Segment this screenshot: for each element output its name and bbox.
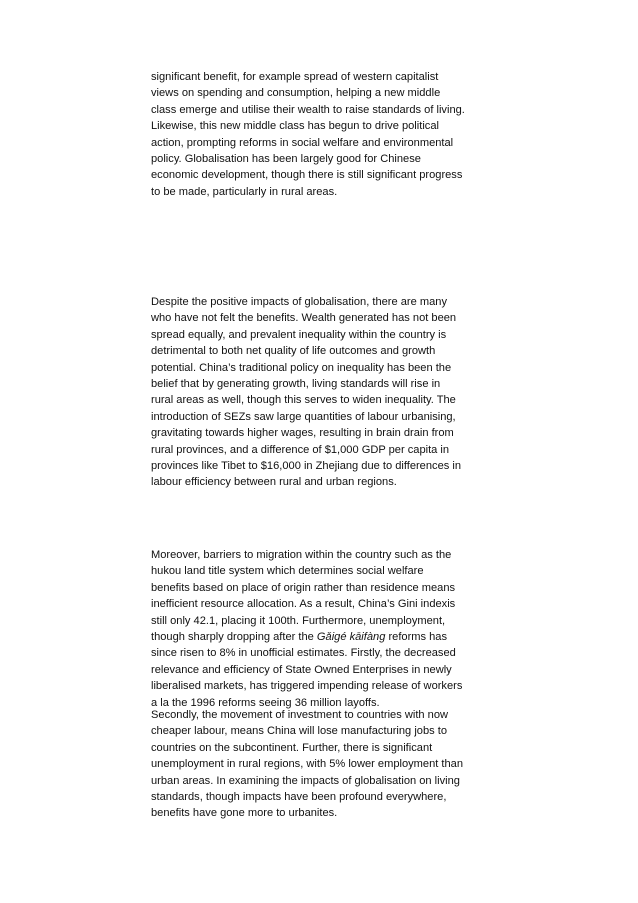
text-line: rural areas as well, though this serves to widen inequality. The [151,394,456,407]
text-line: unemployment in rural regions, with 5% lower employment than [151,758,464,771]
text-line: liberalised markets, has triggered impending release of workers [151,680,463,693]
text-line: hukou land title system which determines social welfare [151,565,424,578]
text-line: inefficient resource allocation. As a result, China’s Gini indexis [151,598,456,611]
paragraph-investment-movement [151,707,496,822]
text-line: urban areas. In examining the impacts of globalisation on living [151,774,460,787]
text-line: benefits based on place of origin rather than residence means [151,581,456,594]
text-line: introduction of SEZs saw large quantities of labour urbanising, [151,410,456,423]
text-line-with-italic [151,629,496,645]
text-line: benefits have gone more to urbanites. [151,807,338,820]
text-line: still only 42.1, placing it 100th. Furthermore, unemployment, [151,614,446,627]
text-line: countries on the subcontinent. Further, there is significant [151,741,433,754]
text-line: belief that by generating growth, living standards will rise in [151,378,441,391]
paragraph-globalisation-benefits [151,69,496,200]
text-line: cheaper labour, means China will lose manufacturing jobs to [151,725,447,738]
text-line: provinces like Tibet to $16,000 in Zhejiang due to differences in [151,460,462,473]
text-line: policy. Globalisation has been largely good for Chinese [151,153,421,166]
text-line: Despite the positive impacts of globalisation, there are many [151,296,447,308]
text-line: since risen to 8% in unofficial estimates. Firstly, the decreased [151,647,456,660]
text-line: Secondly, the movement of investment to countries with now [151,709,449,721]
text-segment: reforms has [385,631,448,644]
paragraph-inequality [151,294,496,491]
text-line: class emerge and utilise their wealth to raise standards of living. [151,103,465,116]
text-line: a la the 1996 reforms seeing 36 million layoffs. [151,696,380,709]
italic-term: Gǎigé kāifàng [316,631,386,644]
text-line: labour efficiency between rural and urban regions. [151,476,397,489]
text-line: spread equally, and prevalent inequality within the country is [151,328,447,341]
text-line: who have not felt the benefits. Wealth generated has not been [151,312,457,325]
text-line: significant benefit, for example spread of western capitalist [151,71,439,83]
text-line: relevance and efficiency of State Owned Enterprises in newly [151,663,452,676]
text-line: to be made, particularly in rural areas. [151,185,338,198]
text-line: economic development, though there is still significant progress [151,169,463,182]
paragraph-migration-barriers [151,547,496,711]
text-line: potential. China’s traditional policy on inequality has been the [151,361,452,374]
text-segment: though sharply dropping after the [151,631,317,644]
text-line: standards, though impacts have been profound everywhere, [151,791,447,804]
text-line: Moreover, barriers to migration within the country such as the [151,549,452,561]
text-line: action, prompting reforms in social welfare and environmental [151,136,454,149]
text-line: gravitating towards higher wages, resulting in brain drain from [151,427,454,440]
text-line: views on spending and consumption, helping a new middle [151,87,441,100]
text-line: rural provinces, and a difference of $1,000 GDP per capita in [151,443,450,456]
text-line: Likewise, this new middle class has begun to drive political [151,120,439,133]
text-line: detrimental to both net quality of life outcomes and growth [151,345,436,358]
